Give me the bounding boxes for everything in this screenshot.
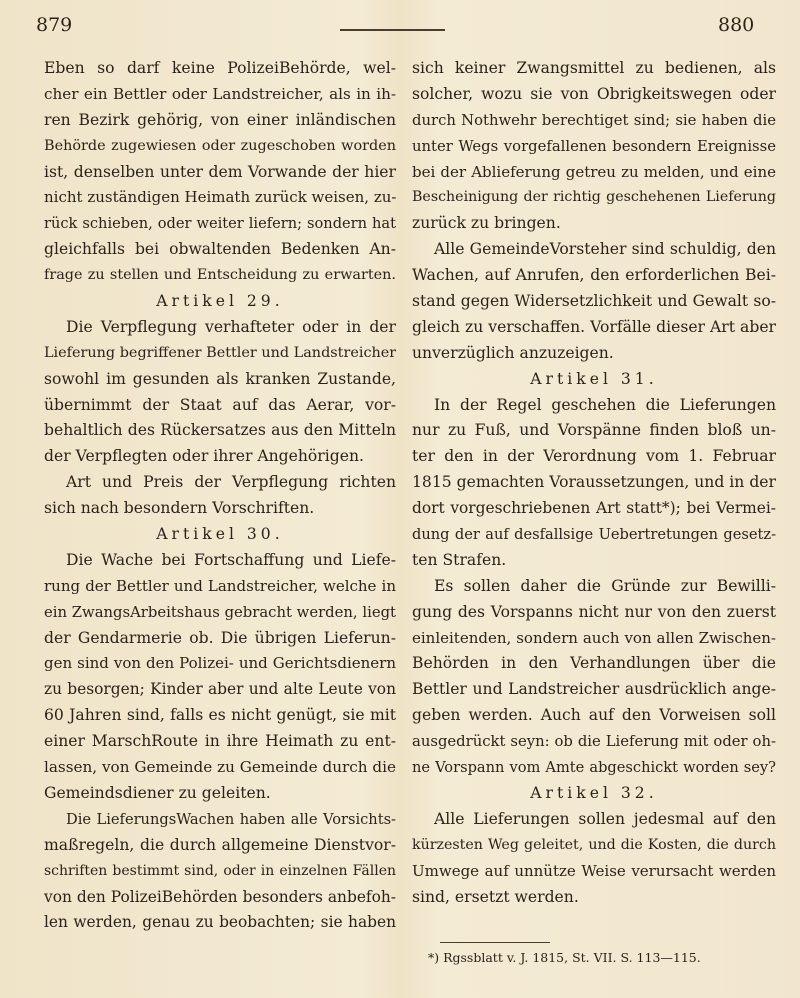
footnote: *) Rgssblatt v. J. 1815, St. VII. S. 113—115. (428, 950, 701, 965)
text-line: kürzesten Weg geleitet, und die Kosten, die durch (412, 836, 776, 853)
text-line: maßregeln, die durch allgemeine Dienstvor- (44, 835, 396, 854)
header-rule (340, 29, 445, 31)
text-line: einleitenden, sondern auch von allen Zwischen- (412, 628, 776, 647)
text-line: Behörde zugewiesen oder zugeschoben worden (44, 137, 396, 154)
text-line: ein ZwangsArbeitshaus gebracht werden, liegt (44, 603, 396, 621)
text-line: dort vorgeschriebenen Art statt*); bei Vermei- (412, 499, 776, 518)
right-column-text (412, 56, 776, 910)
text-line: sind, ersetzt werden. (412, 887, 579, 906)
text-line: ausgedrückt seyn: ob die Lieferung mit oder oh- (412, 733, 776, 751)
text-line: nur zu Fuß, und Vorspänne finden bloß un- (412, 421, 776, 440)
text-line: Bettler und Landstreicher ausdrücklich ange- (412, 680, 776, 699)
text-line: der Verpflegten oder ihrer Angehörigen. (44, 447, 364, 466)
text-line: schriften bestimmt sind, oder in einzelnen Fällen (44, 862, 396, 879)
text-line: sowohl im gesunden als kranken Zustande, (44, 369, 396, 388)
text-line: dung der auf desfallsige Uebertretungen gesetz- (412, 526, 776, 544)
text-line: Die Wache bei Fortschaffung und Liefe- (66, 550, 396, 569)
text-line: lassen, von Gemeinde zu Gemeinde durch die (44, 758, 396, 777)
text-line: gung des Vorspanns nicht nur von den zuerst (412, 602, 776, 621)
text-line: der Gendarmerie ob. Die übrigen Lieferun- (44, 628, 396, 647)
text-line: gen sind von den Polizei- und Gerichtsdienern (44, 654, 396, 673)
text-line: übernimmt der Staat auf das Aerar, vor- (44, 395, 396, 414)
text-line: Die LieferungsWachen haben alle Vorsichts- (66, 810, 396, 828)
text-line: sich keiner Zwangsmittel zu bedienen, als (412, 59, 776, 77)
text-line: Alle GemeindeVorsteher sind schuldig, den (434, 240, 776, 259)
text-line: Art und Preis der Verpflegung richten (66, 473, 396, 492)
text-line: cher ein Bettler oder Landstreicher, als in ih- (44, 84, 396, 103)
text-line: Es sollen daher die Gründe zur Bewilli- (434, 576, 776, 595)
text-line: einer MarschRoute in ihre Heimath zu ent- (44, 732, 396, 751)
text-line: frage zu stellen und Entscheidung zu erwarten. (44, 267, 396, 284)
text-line: unverzüglich anzuzeigen. (412, 343, 614, 362)
left-page-number: 879 (36, 14, 73, 36)
text-line: rung der Bettler und Landstreicher, welche in (44, 576, 396, 595)
text-line: gleichfalls bei obwaltenden Bedenken An- (44, 240, 396, 259)
text-line: Alle Lieferungen sollen jedesmal auf den (434, 809, 776, 828)
text-line: ten Strafen. (412, 550, 507, 569)
left-column-text (44, 56, 396, 936)
text-line: behaltlich des Rückersatzes aus den Mitteln (44, 421, 396, 440)
text-line: gleich zu verschaffen. Vorfälle dieser Art aber (412, 317, 776, 336)
text-line: Behörden in den Verhandlungen über die (412, 654, 776, 673)
text-line: zurück zu bringen. (412, 214, 561, 233)
text-line: ne Vorspann vom Amte abgeschickt worden sey? (412, 759, 776, 777)
article-heading: Artikel 30. (156, 525, 284, 544)
text-line: nicht zuständigen Heimath zurück weisen, zu- (44, 188, 396, 207)
text-line: In der Regel geschehen die Lieferungen (434, 395, 776, 414)
text-line: stand gegen Widersetzlichkeit und Gewalt so- (412, 292, 776, 311)
text-line: rück schieben, oder weiter liefern; sondern hat (44, 215, 396, 233)
text-line: len werden, genau zu beobachten; sie haben (44, 913, 396, 932)
text-line: solcher, wozu sie von Obrigkeitswegen oder (412, 84, 776, 103)
text-line: Wachen, auf Anrufen, den erforderlichen Bei- (412, 266, 776, 285)
text-line: sich nach besondern Vorschriften. (44, 499, 315, 518)
article-heading: Artikel 29. (156, 292, 284, 311)
text-line: unter Wegs vorgefallenen besondern Ereignisse (412, 137, 776, 155)
text-line: Bescheinigung der richtig geschehenen Lieferung (412, 189, 776, 206)
text-line: Die Verpflegung verhafteter oder in der (66, 317, 396, 336)
text-line: 60 Jahren sind, falls es nicht genügt, sie mit (44, 706, 396, 725)
text-line: Gemeindsdiener zu geleiten. (44, 783, 271, 802)
article-heading: Artikel 31. (530, 369, 658, 388)
text-line: von den PolizeiBehörden besonders anbefoh- (44, 887, 396, 906)
text-line: zu besorgen; Kinder aber und alte Leute von (44, 680, 396, 699)
footnote-rule (440, 942, 550, 943)
text-line: Lieferung begriffener Bettler und Landstreicher (44, 344, 396, 361)
text-line: Umwege auf unnütze Weise verursacht werden (412, 861, 776, 880)
text-line: ren Bezirk gehörig, von einer inländischen (44, 110, 396, 129)
text-line: bei der Ablieferung getreu zu melden, und eine (412, 162, 776, 181)
text-line: ter den in der Verordnung vom 1. Februar (412, 447, 776, 466)
article-heading: Artikel 32. (530, 783, 658, 802)
text-line: durch Nothwehr berechtiget sind; sie haben die (412, 111, 776, 129)
text-line: geben werden. Auch auf den Vorweisen soll (412, 706, 776, 725)
text-line: ist, denselben unter dem Vorwande der hier (44, 162, 396, 181)
right-page-number: 880 (718, 14, 755, 36)
text-line: 1815 gemachten Voraussetzungen, und in der (412, 473, 776, 492)
text-line: Eben so darf keine PolizeiBehörde, wel- (44, 59, 396, 77)
